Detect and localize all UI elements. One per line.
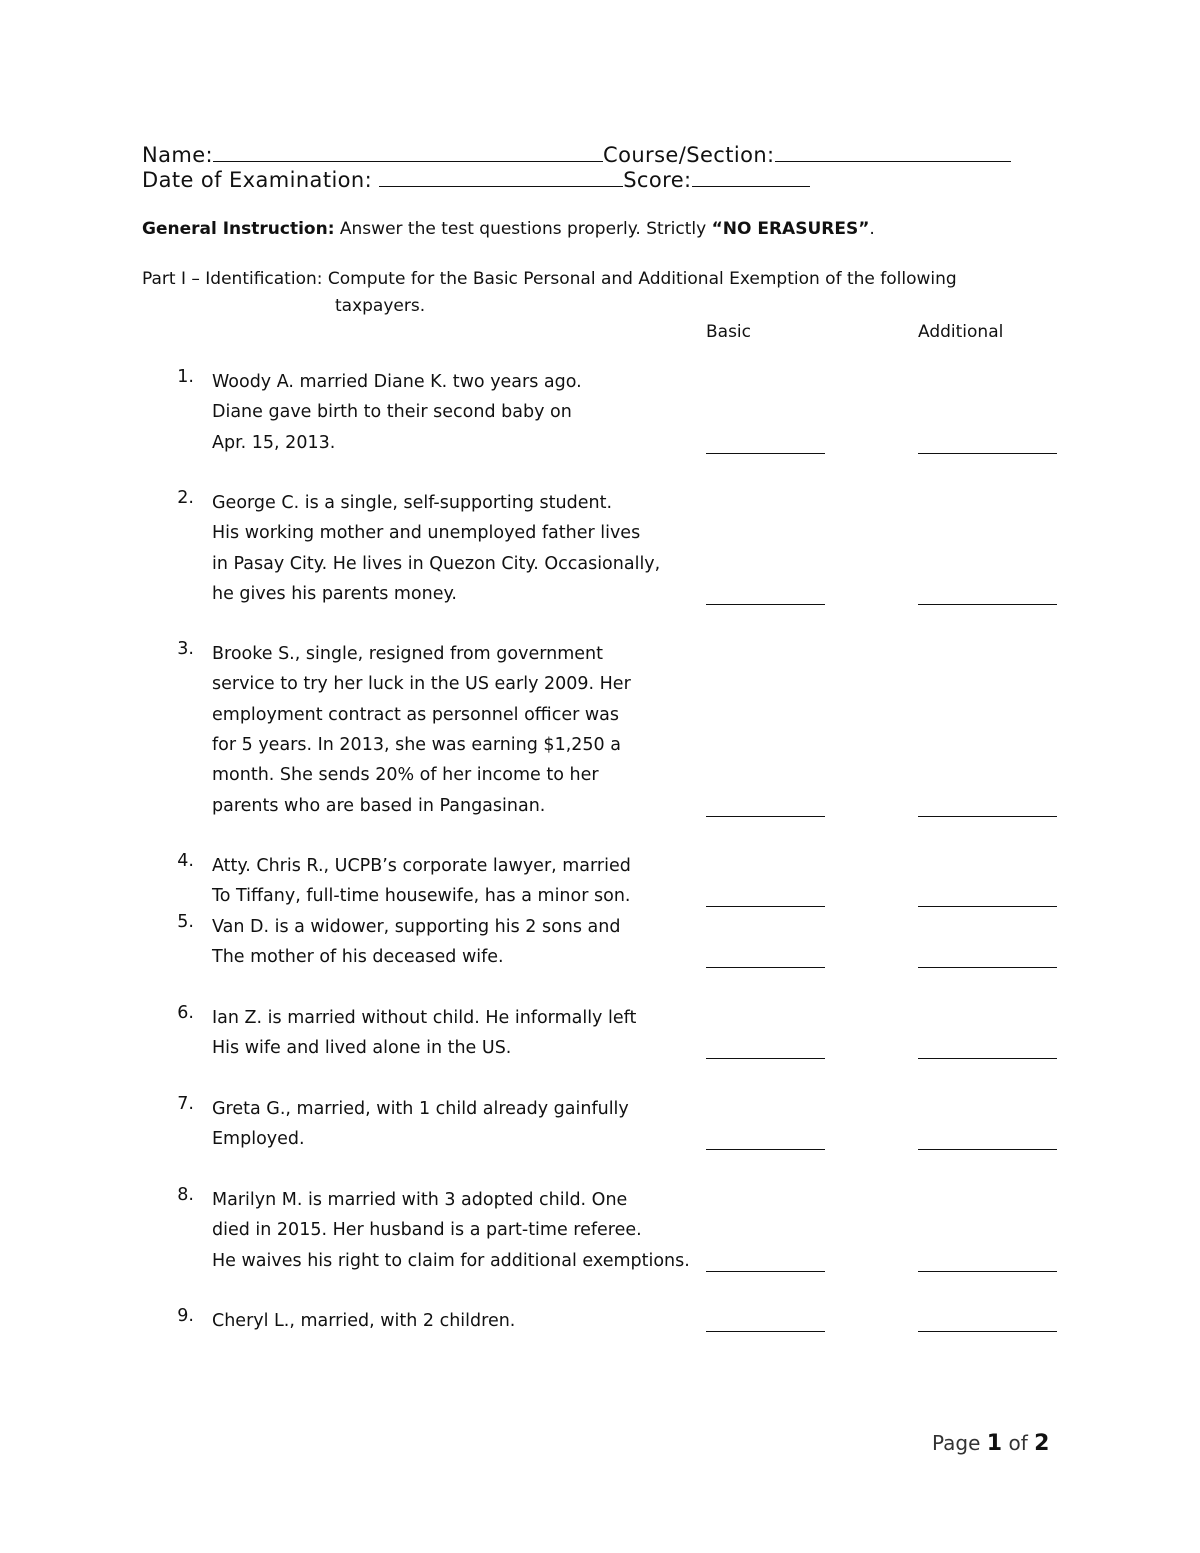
additional-answer-blank[interactable] (918, 1271, 1057, 1272)
question-text-line: His working mother and unemployed father lives (212, 523, 641, 544)
question-text-line: parents who are based in Pangasinan. (212, 795, 546, 816)
question-text-line: employment contract as personnel officer was (212, 704, 620, 725)
column-header-additional: Additional (918, 322, 1004, 342)
additional-answer-blank[interactable] (918, 1331, 1057, 1332)
question-text-line: Apr. 15, 2013. (212, 432, 336, 453)
question-text-line: Cheryl L., married, with 2 children. (212, 1311, 516, 1331)
question-text-line: George C. is a single, self-supporting student. (212, 493, 613, 513)
additional-answer-blank[interactable] (918, 604, 1057, 605)
page-total: 2 (1034, 1431, 1050, 1456)
course-section-label: Course/Section: (603, 143, 775, 167)
page-number: 1 (986, 1431, 1003, 1456)
score-label: Score: (623, 168, 692, 192)
basic-answer-blank[interactable] (706, 906, 825, 907)
question-text-line: Marilyn M. is married with 3 adopted child. One (212, 1190, 628, 1210)
question-number: 3. (177, 639, 194, 659)
additional-answer-blank[interactable] (918, 1058, 1057, 1059)
basic-answer-blank[interactable] (706, 604, 825, 605)
part1-heading (142, 269, 957, 289)
general-instruction (142, 219, 875, 239)
question-text-line: died in 2015. Her husband is a part-time referee. (212, 1220, 642, 1241)
question-number: 6. (177, 1003, 194, 1023)
part1-instruction-line2: taxpayers. (335, 296, 426, 316)
name-label: Name: (142, 143, 214, 167)
question-number: 1. (177, 367, 194, 387)
question-text-line: Van D. is a widower, supporting his 2 sons and (212, 917, 621, 937)
page-footer (932, 1431, 1049, 1456)
date-blank[interactable] (379, 166, 623, 187)
question-text-line: Diane gave birth to their second baby on (212, 402, 572, 423)
additional-answer-blank[interactable] (918, 453, 1057, 454)
column-header-basic: Basic (706, 322, 752, 342)
additional-answer-blank[interactable] (918, 816, 1057, 817)
question-number: 5. (177, 912, 194, 932)
question-text-line: he gives his parents money. (212, 583, 457, 604)
question-text-line: Brooke S., single, resigned from government (212, 644, 603, 664)
question-number: 4. (177, 851, 194, 871)
additional-answer-blank[interactable] (918, 967, 1057, 968)
question-text-line: for 5 years. In 2013, she was earning $1,250 a (212, 734, 621, 755)
score-blank[interactable] (692, 166, 810, 187)
additional-answer-blank[interactable] (918, 906, 1057, 907)
date-score-row (142, 166, 810, 192)
page-word: Page (932, 1431, 981, 1455)
question-text-line: Greta G., married, with 1 child already gainfully (212, 1099, 629, 1119)
question-number: 9. (177, 1306, 194, 1326)
basic-answer-blank[interactable] (706, 1058, 825, 1059)
date-of-examination-label: Date of Examination: (142, 168, 373, 192)
basic-answer-blank[interactable] (706, 1271, 825, 1272)
question-text-line: Employed. (212, 1129, 305, 1150)
question-text-line: The mother of his deceased wife. (212, 947, 504, 968)
question-text-line: month. She sends 20% of her income to her (212, 765, 599, 786)
question-text-line: To Tiffany, full-time housewife, has a minor son. (212, 886, 631, 907)
question-text-line: Atty. Chris R., UCPB’s corporate lawyer, married (212, 856, 631, 876)
name-field-row (142, 141, 1011, 167)
of-word: of (1008, 1431, 1028, 1455)
question-text-line: His wife and lived alone in the US. (212, 1038, 512, 1059)
course-section-blank[interactable] (775, 141, 1011, 162)
name-blank[interactable] (213, 141, 603, 162)
general-instruction-end: . (869, 219, 875, 239)
question-number: 2. (177, 488, 194, 508)
basic-answer-blank[interactable] (706, 1149, 825, 1150)
question-text-line: service to try her luck in the US early 2009. Her (212, 674, 631, 695)
additional-answer-blank[interactable] (918, 1149, 1057, 1150)
basic-answer-blank[interactable] (706, 967, 825, 968)
basic-answer-blank[interactable] (706, 1331, 825, 1332)
part1-instruction-line1: Compute for the Basic Personal and Additional Exemption of the following (327, 269, 957, 289)
question-text-line: in Pasay City. He lives in Quezon City. Occasionally, (212, 553, 661, 574)
general-instruction-text: Answer the test questions properly. Strictly (339, 219, 712, 239)
question-text-line: He waives his right to claim for additional exemptions. (212, 1250, 690, 1271)
question-text-line: Ian Z. is married without child. He informally left (212, 1008, 637, 1028)
part1-label: Part I – Identification: (142, 269, 323, 289)
question-number: 8. (177, 1185, 194, 1205)
basic-answer-blank[interactable] (706, 816, 825, 817)
question-text-line: Woody A. married Diane K. two years ago. (212, 372, 582, 392)
general-instruction-label: General Instruction: (142, 219, 335, 239)
basic-answer-blank[interactable] (706, 453, 825, 454)
no-erasures-emphasis: “NO ERASURES” (711, 219, 870, 239)
question-number: 7. (177, 1094, 194, 1114)
